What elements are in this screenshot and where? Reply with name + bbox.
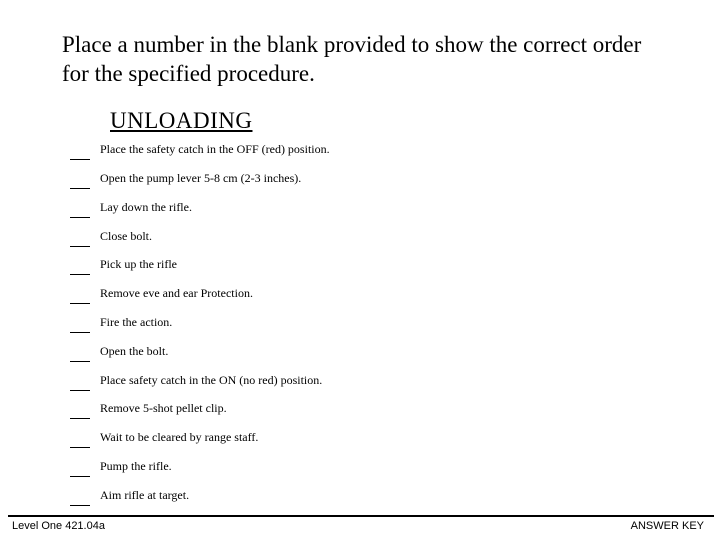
step-item (70, 257, 690, 283)
step-item (70, 373, 690, 399)
step-text: Pick up the rifle (100, 257, 177, 271)
instructions-text: Place a number in the blank provided to show the correct order for the specified procedure. (62, 32, 642, 86)
step-text: Wait to be cleared by range staff. (100, 430, 259, 444)
step-item (70, 459, 690, 485)
step-text: Place safety catch in the ON (no red) position. (100, 373, 323, 387)
answer-blank[interactable] (70, 159, 90, 160)
footer-answer-key: ANSWER KEY (630, 520, 704, 532)
answer-blank[interactable] (70, 332, 90, 333)
step-item (70, 229, 690, 255)
procedure-heading: UNLOADING (110, 108, 253, 133)
step-item (70, 142, 690, 168)
step-item (70, 286, 690, 312)
step-text: Remove 5-shot pellet clip. (100, 401, 227, 415)
step-item (70, 430, 690, 456)
step-item (70, 488, 690, 514)
step-text: Lay down the rifle. (100, 200, 192, 214)
answer-blank[interactable] (70, 246, 90, 247)
answer-blank[interactable] (70, 188, 90, 189)
step-text: Pump the rifle. (100, 459, 172, 473)
step-item (70, 315, 690, 341)
step-item (70, 171, 690, 197)
step-text: Remove eve and ear Protection. (100, 286, 253, 300)
step-item (70, 344, 690, 370)
step-text: Open the pump lever 5-8 cm (2-3 inches). (100, 171, 302, 185)
answer-blank[interactable] (70, 303, 90, 304)
answer-blank[interactable] (70, 505, 90, 506)
answer-blank[interactable] (70, 418, 90, 419)
step-text: Open the bolt. (100, 344, 169, 358)
answer-blank[interactable] (70, 476, 90, 477)
step-text: Place the safety catch in the OFF (red) position. (100, 142, 330, 156)
answer-blank[interactable] (70, 361, 90, 362)
answer-blank[interactable] (70, 274, 90, 275)
answer-blank[interactable] (70, 217, 90, 218)
step-text: Close bolt. (100, 229, 153, 243)
step-text: Aim rifle at target. (100, 488, 190, 502)
footer-course-code: Level One 421.04a (12, 520, 105, 532)
footer-divider (8, 515, 714, 517)
answer-blank[interactable] (70, 390, 90, 391)
step-item (70, 401, 690, 427)
step-text: Fire the action. (100, 315, 173, 329)
step-item (70, 200, 690, 226)
answer-blank[interactable] (70, 447, 90, 448)
